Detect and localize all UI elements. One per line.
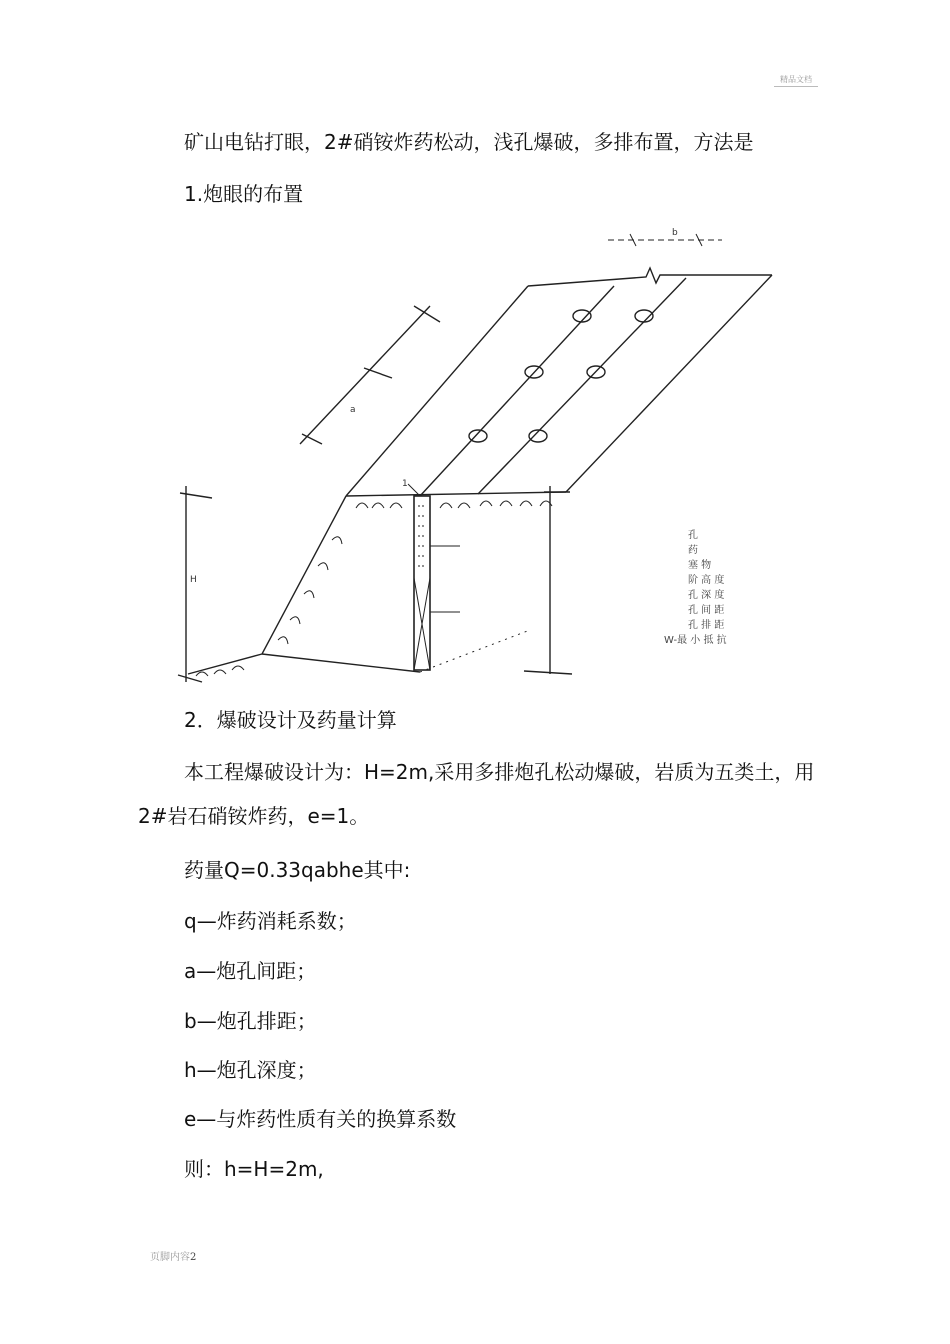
diagram-legend (664, 528, 727, 646)
footer-text: 页脚内容 (150, 1252, 190, 1263)
legend-item: 孔 排 距 (688, 620, 725, 631)
def-q: q—炸药消耗系数； (184, 909, 357, 933)
design-text: 本工程爆破设计为：H=2m,采用多排炮孔松动爆破，岩质为五类土，用2#岩石硝铵炸药，e=1。 (138, 760, 815, 828)
label-b: b (672, 228, 678, 238)
result-line: 则：h=H=2m, (184, 1157, 324, 1181)
blast-hole-diagram (0, 225, 950, 695)
label-H: H (190, 575, 197, 585)
legend-item: 阶 高 度 (688, 575, 725, 586)
page-number: 2 (190, 1252, 197, 1263)
legend-item: 孔 深 度 (688, 590, 725, 601)
def-e: e—与炸药性质有关的换算系数 (184, 1107, 457, 1131)
legend-item: 塞 物 (688, 560, 712, 571)
legend-item: 药 (688, 545, 698, 556)
design-paragraph (138, 750, 818, 838)
legend-item: 孔 间 距 (688, 605, 725, 616)
legend-item: 孔 (688, 530, 698, 541)
formula-line: 药量Q=0.33qabhe其中: (184, 858, 411, 882)
label-1: 1 (402, 479, 408, 489)
header-mark: 精品文档 (774, 74, 818, 87)
def-b: b—炮孔排距； (184, 1009, 317, 1033)
page-footer (150, 1248, 196, 1263)
section1-title: 1.炮眼的布置 (184, 182, 304, 206)
intro-line: 矿山电钻打眼，2#硝铵炸药松动，浅孔爆破，多排布置，方法是 (184, 130, 754, 154)
def-h: h—炮孔深度； (184, 1058, 317, 1082)
label-a: a (350, 405, 356, 415)
legend-item: W-最 小 抵 抗 (664, 635, 727, 646)
def-a: a—炮孔间距； (184, 959, 317, 983)
section2-title: 2．爆破设计及药量计算 (184, 708, 397, 732)
